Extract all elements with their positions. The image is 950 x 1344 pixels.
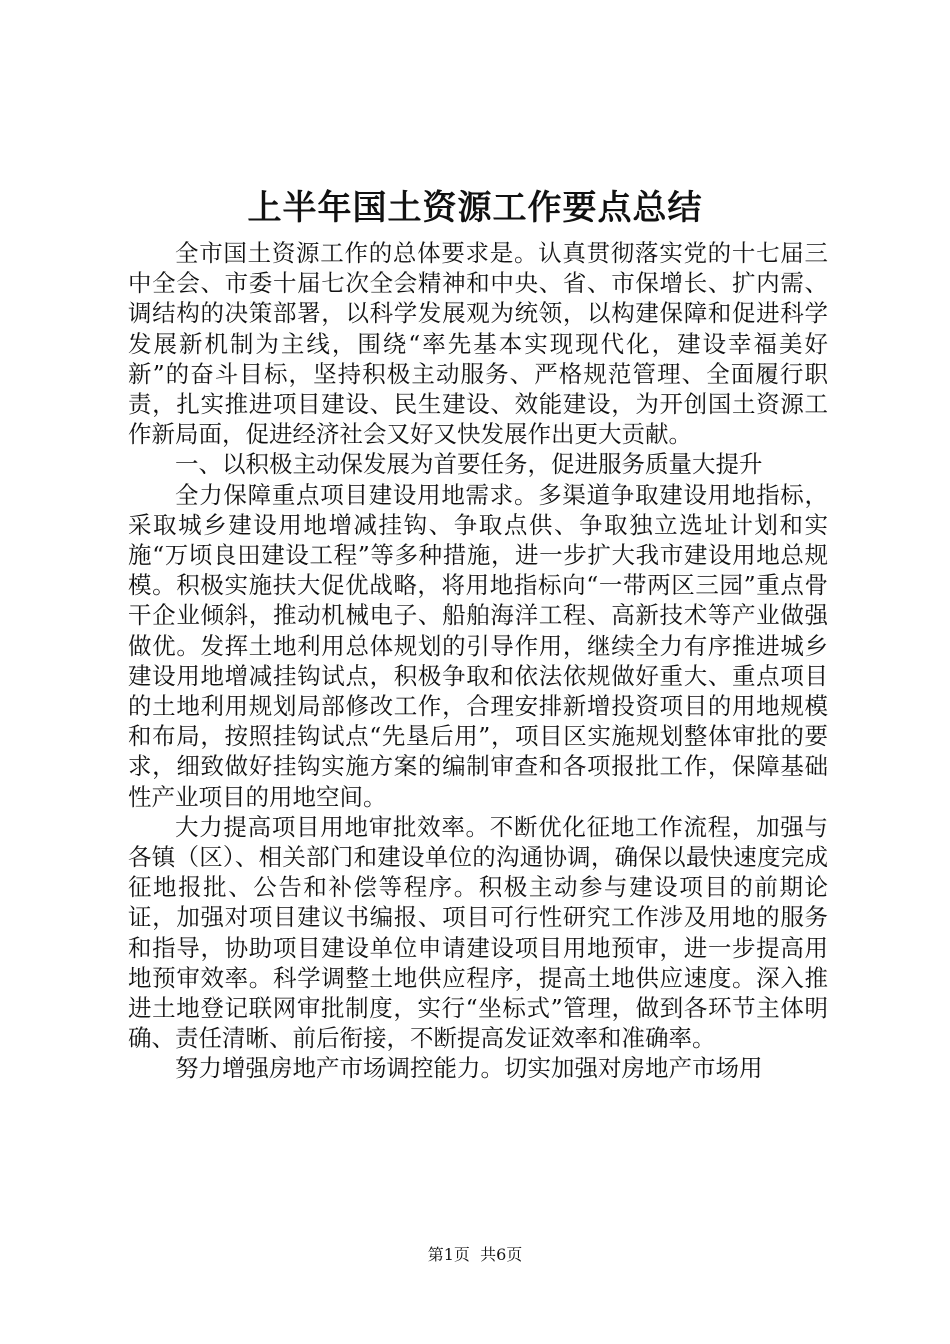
- paragraph-real-estate: 努力增强房地产市场调控能力。切实加强对房地产市场用: [175, 1054, 763, 1083]
- section-heading: 一、以积极主动保发展为首要任务，促进服务质量大提升: [175, 450, 763, 479]
- paragraph-intro: 全市国土资源工作的总体要求是。认真贯彻落实党的十七届三中全会、市委十届七次全会精神和中央、省、市保增长、扩内需、调结构的决策部署，以科学发展观为统领，以构建保障和促进科学发展新机制为主线，围绕“率先基本实现现代化，建设幸福美好新”的奋斗目标，坚持积极主动服务、严格规范管理、全面履行职责，扎实推进项目建设、民生建设、效能建设，为开创国土资源工作新局面，促进经济社会又好又快发展作出更大贡献。: [128, 239, 828, 449]
- paragraph-land-supply: 全力保障重点项目建设用地需求。多渠道争取建设用地指标，采取城乡建设用地增减挂钩、争取点供、争取独立选址计划和实施“万顷良田建设工程”等多种措施，进一步扩大我市建设用地总规模。积极实施扶大促优战略，将用地指标向“一带两区三园”重点骨干企业倾斜，推动机械电子、船舶海洋工程、高新技术等产业做强做优。发挥土地利用总体规划的引导作用，继续全力有序推进城乡建设用地增减挂钩试点，积极争取和依法依规做好重大、重点项目的土地利用规划局部修改工作，合理安排新增投资项目的用地规模和布局，按照挂钩试点“先垦后用”，项目区实施规划整体审批的要求，细致做好挂钩实施方案的编制审查和各项报批工作，保障基础性产业项目的用地空间。: [128, 480, 828, 811]
- document-title: 上半年国土资源工作要点总结: [247, 188, 703, 228]
- page-total: 共6页: [480, 1245, 523, 1264]
- document-body: [128, 238, 828, 1084]
- page-number: 第1页: [427, 1245, 470, 1264]
- page-footer: [0, 1244, 950, 1266]
- paragraph-approval-efficiency: 大力提高项目用地审批效率。不断优化征地工作流程，加强与各镇（区）、相关部门和建设单位的沟通协调，确保以最快速度完成征地报批、公告和补偿等程序。积极主动参与建设项目的前期论证，加强对项目建议书编报、项目可行性研究工作涉及用地的服务和指导，协助项目建设单位申请建设项目用地预审，进一步提高用地预审效率。科学调整土地供应程序，提高土地供应速度。深入推进土地登记联网审批制度，实行“坐标式”管理，做到各环节主体明确、责任清晰、前后衔接，不断提高发证效率和准确率。: [128, 812, 828, 1053]
